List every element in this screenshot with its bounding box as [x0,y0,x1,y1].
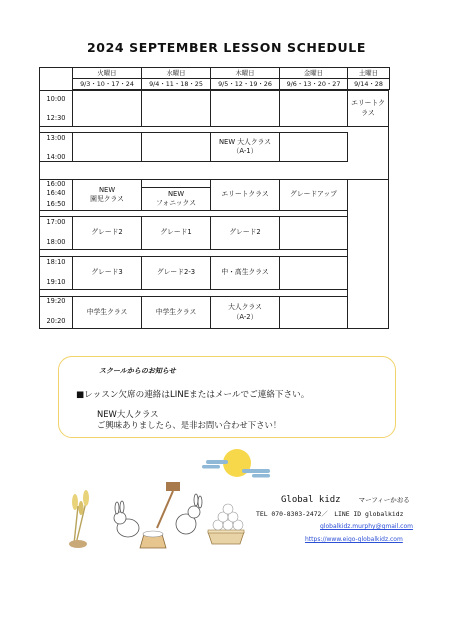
empty-cell [141,132,211,162]
dango-offering-icon [208,504,244,544]
time-label: 18:10 [46,258,66,266]
time-label: 10:00 [46,95,66,103]
lesson-cell: エリートクラス [210,179,280,211]
time-label: 20:20 [46,317,66,325]
day-dates: 9/4・11・18・25 [141,78,211,90]
time-label: 13:00 [46,134,66,142]
day-header: 土曜日 [347,67,390,79]
empty-cell [210,90,280,127]
lesson-cell: グレード2-3 [141,256,211,290]
time-label: 12:30 [46,114,66,122]
cloud-icon [202,465,220,469]
lesson-cell: グレードアップ [279,179,348,211]
contact-line: TEL 070-8303-2472／ LINE ID globalkidz [256,510,404,518]
notice-title: スクールからのお知らせ [99,367,176,375]
day-dates: 9/3・10・17・24 [72,78,142,90]
time-label: 18:00 [46,238,66,246]
page-title: 2024 SEPTEMBER LESSON SCHEDULE [87,40,366,55]
lesson-cell: NEW フォニックス [141,187,211,211]
schedule-table [39,67,389,329]
time-label: 19:20 [46,297,66,305]
day-header: 金曜日 [279,67,348,79]
rabbit-icon [176,494,202,534]
time-label: 19:10 [46,278,66,286]
cloud-icon [206,460,228,464]
time-label: 17:00 [46,218,66,226]
cloud-icon [242,469,270,473]
empty-cell [72,132,142,162]
lesson-cell: エリートクラス [347,90,389,127]
empty-cell [279,90,348,127]
lesson-cell: 大人クラス （A-2） [210,296,280,329]
day-header: 水曜日 [141,67,211,79]
time-label: 16:00 [46,180,66,188]
empty-cell [72,90,142,127]
rabbit-icon [114,501,139,537]
day-header: 火曜日 [72,67,142,79]
company-name: Global kidz [281,495,341,505]
time-label: 14:00 [46,153,66,161]
moon-illustration [198,446,278,482]
lesson-cell: NEW 園児クラス [72,179,142,211]
company-info [281,495,410,505]
pampas-grass-icon [69,490,89,548]
notice-inquiry-text: ご興味ありましたら、是非お問い合わせ下さい！ [97,420,282,430]
empty-cell [141,90,211,127]
saturday-column [347,179,389,329]
lesson-cell: グレード3 [72,256,142,290]
day-dates: 9/6・13・20・27 [279,78,348,90]
lesson-cell: 中・高生クラス [210,256,280,290]
empty-cell [279,216,348,250]
notice-new-class-text: NEW大人クラス [97,409,159,419]
mochi-pounding-icon [140,482,180,548]
lesson-cell: グレード2 [210,216,280,250]
email-link[interactable]: globalkidz.murphy@gmail.com [320,523,413,530]
lesson-cell: 中学生クラス [72,296,142,329]
empty-cell [279,132,348,162]
day-dates: 9/5・12・19・26 [210,78,280,90]
day-header: 木曜日 [210,67,280,79]
empty-cell [279,256,348,290]
cloud-icon [252,474,270,478]
day-dates: 9/14・28 [347,78,390,90]
website-link[interactable]: https://www.eigo-globalkidz.com [305,536,403,543]
notice-absence-text: ■レッスン欠席の連絡はLINEまたはメールでご連絡下さい。 [76,390,310,400]
rabbit-scene-illustration [62,478,252,550]
lesson-cell: NEW 大人クラス （A-1） [210,132,280,162]
owner-name: マーフィーかおる [358,496,410,504]
time-label: 16:50 [46,200,66,208]
lesson-cell: グレード2 [72,216,142,250]
empty-cell [279,296,348,329]
empty-cell [141,179,211,188]
lesson-cell: 中学生クラス [141,296,211,329]
time-label: 16:40 [46,189,66,197]
lesson-cell: グレード1 [141,216,211,250]
notice-box [58,356,396,438]
